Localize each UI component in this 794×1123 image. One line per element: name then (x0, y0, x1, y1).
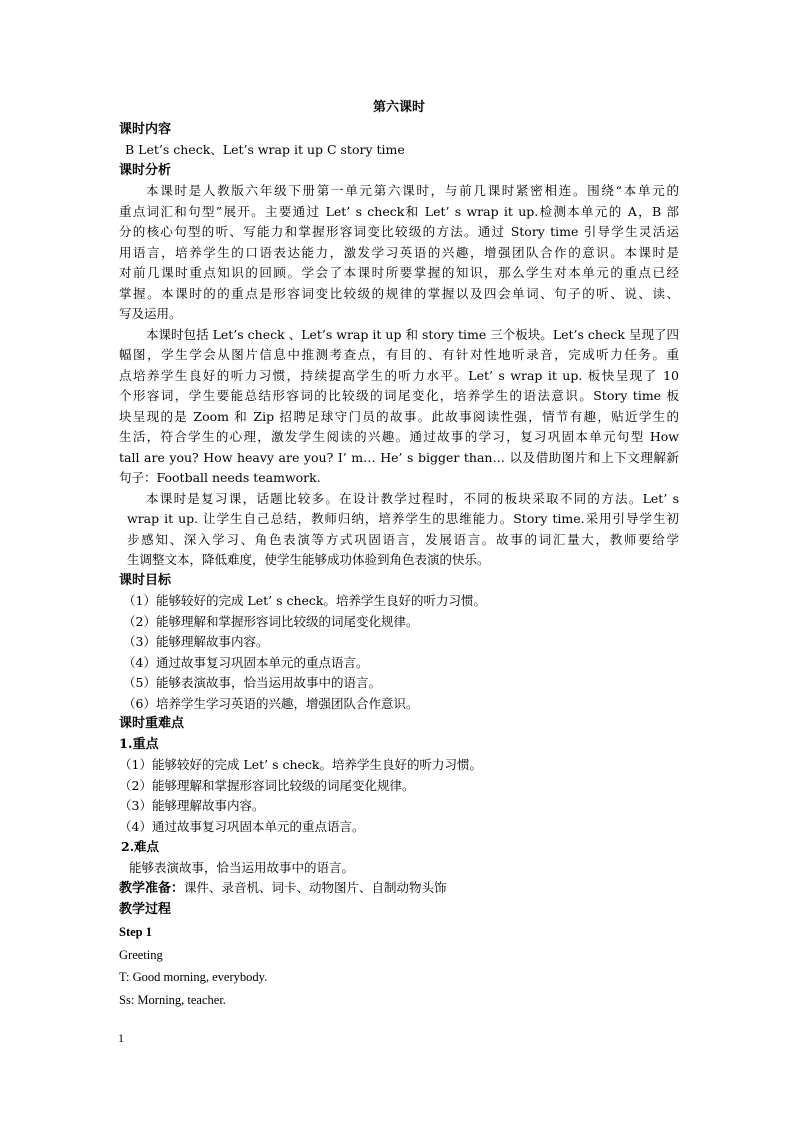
keypoint-item: （4）通过故事复习巩固本单元的重点语言。 (119, 818, 365, 834)
text-line: 步感知、深入学习、角色表演等方式巩固语言，发展语言。故事的词汇量大，教师要给学 (127, 531, 679, 547)
text-line: 句子：Football needs teamwork. (119, 470, 321, 485)
goals-heading: 课时目标 (119, 572, 172, 588)
text-line: 对前几课时重点知识的回顾。学会了本课时所要掌握的知识，那么学生对本单元的重点已经 (119, 265, 679, 280)
goal-item: （2）能够理解和掌握形容词比较级的词尾变化规律。 (123, 613, 419, 629)
analysis-paragraph-1 (119, 181, 679, 325)
difficulty-text: 能够表演故事，恰当运用故事中的语言。 (129, 859, 355, 875)
keypoint-item: （2）能够理解和掌握形容词比较级的词尾变化规律。 (119, 777, 415, 793)
analysis-paragraph-3 (119, 489, 679, 571)
text-line: 用语言，培养学生的口语表达能力，激发学习英语的兴趣，增强团队合作的意识。本课时是 (119, 244, 679, 260)
keypoint-item: （3）能够理解故事内容。 (119, 798, 265, 813)
keypoint-item: （1）能够较好的完成 Let’ s check。培养学生良好的听力习惯。 (119, 757, 483, 772)
keypoint-subheading: 1.重点 (119, 736, 159, 752)
text-line: 个形容词，学生要能总结形容词的比较级的词尾变化，培养学生的语法意识。Story time 板 (119, 388, 679, 403)
text-line: 本课时包括 Let’s check 、Let’s wrap it up 和 story time 三个板块。Let’s check 呈现了四 (146, 326, 679, 342)
dialogue-line: T: Good morning, everybody. (119, 970, 268, 984)
text-line: wrap it up. 让学生自己总结，教师归纳，培养学生的思维能力。Story time.采用引导学生初 (127, 511, 679, 526)
dialogue-line: Ss: Morning, teacher. (119, 992, 226, 1007)
greeting-label: Greeting (119, 947, 163, 962)
text-line: 生调整文本，降低难度，使学生能够成功体验到角色表演的快乐。 (127, 552, 490, 567)
keypoints-heading: 课时重难点 (119, 716, 185, 731)
goal-item: （6）培养学生学习英语的兴趣，增强团队合作意识。 (123, 695, 419, 711)
process-heading: 教学过程 (119, 901, 172, 917)
text-line: 本课时是人教版六年级下册第一单元第六课时，与前几课时紧密相连。围绕“本单元的 (146, 183, 679, 198)
step-heading: Step 1 (119, 925, 152, 939)
prep-text: 课件、录音机、词卡、动物图片、自制动物头饰 (184, 880, 447, 895)
content-heading: 课时内容 (119, 121, 172, 137)
text-line: 写及运用。 (119, 306, 182, 321)
goal-item: （1）能够较好的完成 Let’ s check。培养学生良好的听力习惯。 (123, 593, 487, 608)
lesson-title: 第六课时 (372, 100, 425, 115)
content-text: B Let’s check、Let’s wrap it up C story time (125, 142, 405, 157)
difficulty-subheading: 2.难点 (121, 839, 160, 854)
analysis-paragraph-2 (119, 325, 679, 489)
analysis-heading: 课时分析 (119, 162, 172, 178)
text-line: 本课时是复习课，话题比较多。在设计教学过程时，不同的板块采取不同的方法。Let’ s (146, 490, 679, 506)
goal-item: （5）能够表演故事，恰当运用故事中的语言。 (123, 675, 381, 690)
text-line: tall are you? How heavy are you? I’ m… He’ s bigger than… 以及借助图片和上下文理解新 (119, 449, 679, 465)
text-line: 生活，符合学生的心理，激发学生阅读的兴趣。通过故事的学习，复习巩固本单元句型 How (119, 429, 679, 444)
teaching-prep (119, 878, 679, 900)
goal-item: （4）通过故事复习巩固本单元的重点语言。 (123, 654, 369, 670)
text-line: 重点词汇和句型”展开。主要通过 Let’ s check和 Let’ s wrap it up.检测本单元的 A，B 部 (119, 203, 679, 219)
text-line: 幅图，学生学会从图片信息中推测考查点，有目的、有针对性地听录音，完成听力任务。重 (119, 347, 679, 362)
prep-label: 教学准备： (119, 881, 185, 896)
text-line: 掌握。本课时的的重点是形容词变比较级的规律的掌握以及四会单词、句子的听、说、读、 (119, 285, 679, 301)
page-number: 1 (118, 1031, 124, 1045)
text-line: 分的核心句型的听、写能力和掌握形容词变比较级的方法。通过 Story time 引导学生灵活运 (119, 224, 679, 239)
goal-item: （3）能够理解故事内容。 (123, 634, 269, 649)
text-line: 点培养学生良好的听力习惯，持续提高学生的听力水平。Let’ s wrap it up. 板快呈现了 10 (119, 367, 679, 383)
document-page (119, 98, 679, 1010)
text-line: 块呈现的是 Zoom 和 Zip 招聘足球守门员的故事。此故事阅读性强，情节有趣，贴近学生的 (119, 408, 679, 424)
